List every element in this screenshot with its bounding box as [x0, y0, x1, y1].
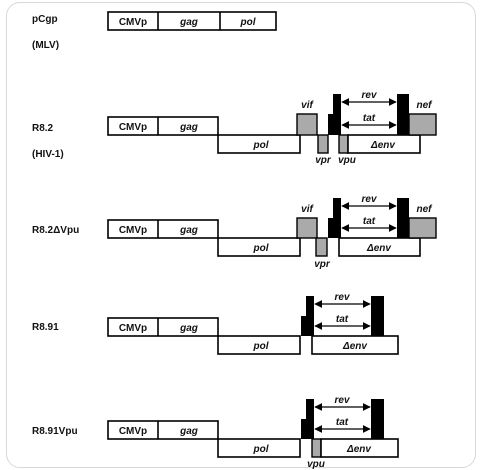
- construct-subtitle: (MLV): [32, 40, 60, 51]
- tat-rev-exon-2: [397, 198, 409, 238]
- tat-label: tat: [335, 314, 349, 325]
- cmv-promoter-label: CMVp: [118, 17, 148, 28]
- cmv-promoter-label: CMVp: [118, 122, 148, 133]
- tat-exon-1: [328, 218, 336, 238]
- env-label: Δenv: [371, 140, 395, 151]
- tat-label: tat: [362, 113, 376, 124]
- vpr-box: [318, 135, 328, 153]
- construct-subtitle: (HIV-1): [32, 149, 64, 160]
- construct-name: R8.91: [32, 322, 59, 333]
- pol-label: pol: [253, 341, 269, 352]
- cmv-promoter-label: CMVp: [118, 225, 148, 236]
- tat-rev-exon-2: [371, 296, 384, 336]
- tat-label: tat: [335, 417, 349, 428]
- tat-exon-1: [328, 114, 336, 135]
- tat-rev-exon-2: [397, 94, 409, 135]
- construct-r8-2-dvpu: [32, 194, 436, 270]
- construct-r8-91-vpu: [32, 395, 398, 470]
- nef-box: [409, 114, 436, 135]
- vif-box: [297, 218, 317, 238]
- gag-label: gag: [180, 225, 198, 236]
- vpu-box: [339, 135, 348, 153]
- rev-label: rev: [334, 395, 350, 406]
- env-label: Δenv: [367, 243, 391, 254]
- tat-label: tat: [362, 216, 376, 227]
- vpr-label: vpr: [314, 259, 330, 270]
- construct-r8-2: [32, 90, 436, 166]
- tat-exon-1: [301, 316, 309, 336]
- construct-name: R8.2ΔVpu: [32, 225, 80, 236]
- cmv-promoter-label: CMVp: [118, 323, 148, 334]
- vpu-label: vpu: [307, 459, 325, 470]
- env-label: Δenv: [347, 444, 371, 455]
- vpr-label: vpr: [315, 155, 331, 166]
- construct-name: R8.91Vpu: [32, 426, 78, 437]
- vif-label: vif: [301, 204, 313, 215]
- gag-label: gag: [180, 323, 198, 334]
- env-label: Δenv: [343, 341, 367, 352]
- pol-label: pol: [240, 17, 256, 28]
- nef-box: [409, 218, 436, 238]
- gag-label: gag: [180, 17, 198, 28]
- nef-label: nef: [416, 100, 432, 111]
- vpr-box: [316, 238, 327, 256]
- construct-pcgp: [32, 12, 276, 51]
- pol-label: pol: [253, 243, 269, 254]
- vpu-box: [312, 439, 321, 457]
- rev-label: rev: [361, 194, 377, 205]
- construct-name: pCgp: [32, 14, 58, 25]
- tat-exon-1: [301, 419, 309, 439]
- pol-label: pol: [253, 444, 269, 455]
- vif-label: vif: [301, 100, 313, 111]
- pol-label: pol: [253, 140, 269, 151]
- construct-name: R8.2: [32, 123, 54, 134]
- rev-label: rev: [361, 90, 377, 101]
- vif-box: [297, 114, 317, 135]
- gag-label: gag: [180, 122, 198, 133]
- nef-label: nef: [416, 204, 432, 215]
- rev-label: rev: [334, 292, 350, 303]
- construct-r8-91: [32, 292, 398, 354]
- vpu-label: vpu: [338, 155, 356, 166]
- tat-rev-exon-2: [371, 399, 384, 439]
- cmv-promoter-label: CMVp: [118, 426, 148, 437]
- gag-label: gag: [180, 426, 198, 437]
